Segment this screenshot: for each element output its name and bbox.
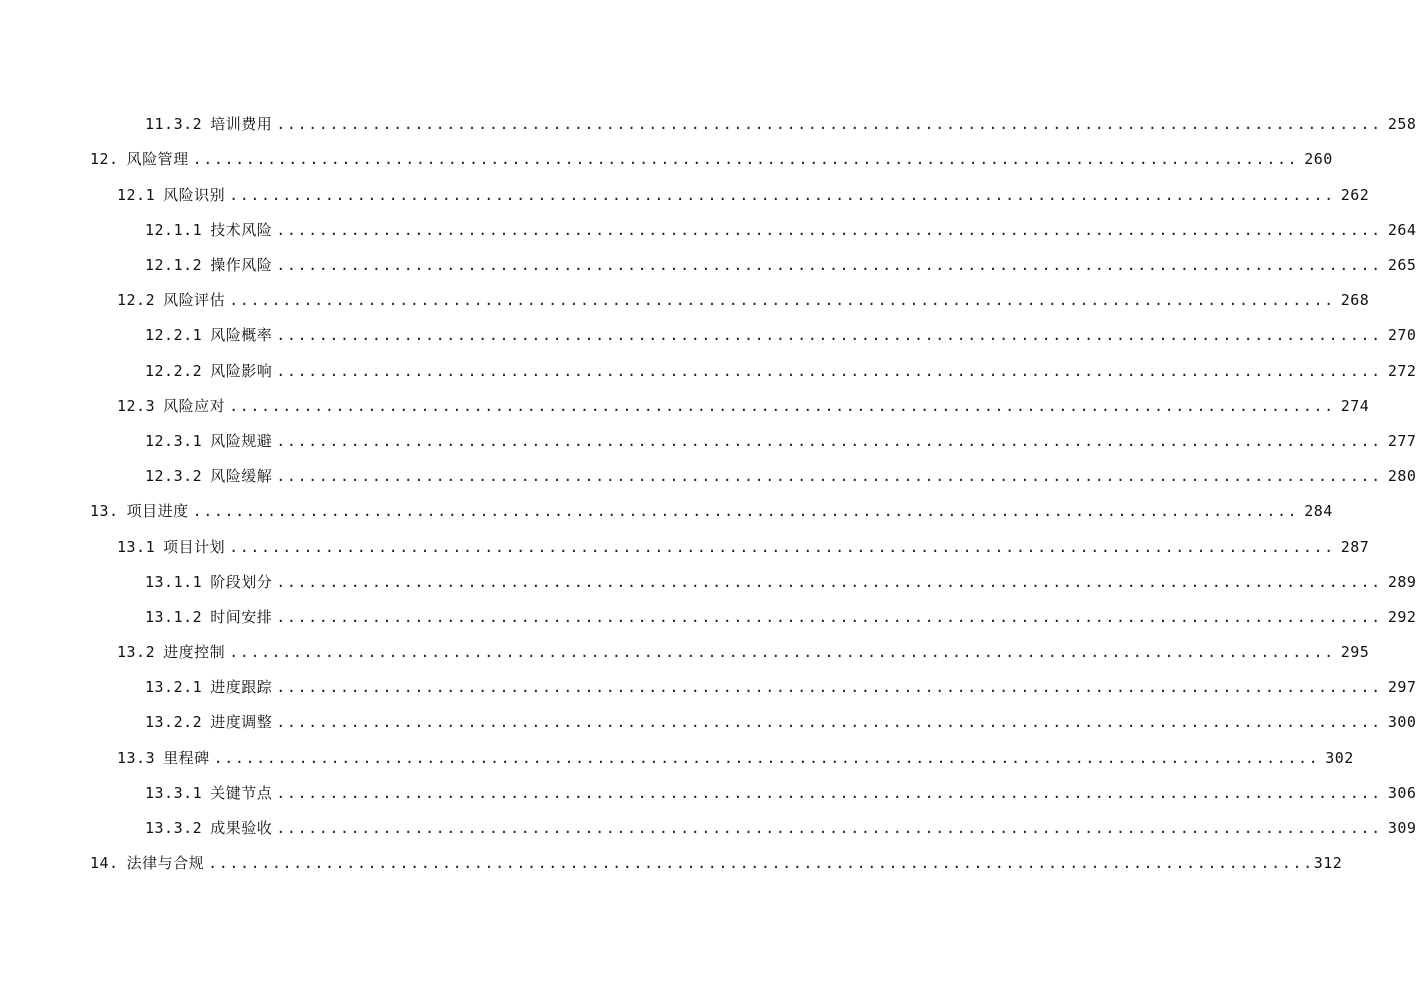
toc-entry-number: 11.3.2 xyxy=(145,115,203,133)
toc-entry-page: 262 xyxy=(1340,186,1370,204)
toc-entry-page: 297 xyxy=(1387,678,1416,696)
toc-leader-dots: ........................................................................................................ xyxy=(229,538,1335,556)
toc-entry-page: 268 xyxy=(1340,291,1370,309)
toc-entry-title: 关键节点 xyxy=(210,784,273,802)
toc-leader-dots: ........................................................................................................ xyxy=(229,186,1335,204)
toc-entry-number: 12.2 xyxy=(117,291,156,309)
toc-entry-page: 306 xyxy=(1387,784,1416,802)
toc-entry-12-2-2[interactable] xyxy=(145,359,1416,383)
toc-leader-dots: ........................................................................................................ xyxy=(276,221,1382,239)
toc-entry-title: 风险应对 xyxy=(163,397,226,415)
toc-leader-dots: ........................................................................................................ xyxy=(276,608,1382,626)
toc-entry-number: 13.1.1 xyxy=(145,573,203,591)
toc-leader-dots: ........................................................................................................ xyxy=(276,678,1382,696)
toc-entry-title: 时间安排 xyxy=(210,608,273,626)
toc-leader-dots: ........................................................................................................ xyxy=(213,749,1320,767)
toc-entry-page: 260 xyxy=(1304,150,1333,168)
toc-entry-page: 300 xyxy=(1387,713,1416,731)
toc-entry-title: 风险评估 xyxy=(163,291,226,309)
toc-entry-13-3-1[interactable] xyxy=(145,781,1416,805)
toc-entry-title: 进度跟踪 xyxy=(210,678,273,696)
toc-entry-title: 风险规避 xyxy=(210,432,273,450)
toc-leader-dots: ........................................................................................................ xyxy=(229,397,1335,415)
toc-entry-page: 280 xyxy=(1387,467,1416,485)
toc-leader-dots: ........................................................................................................ xyxy=(276,432,1382,450)
toc-entry-page: 309 xyxy=(1387,819,1416,837)
toc-entry-number: 13.2.1 xyxy=(145,678,203,696)
toc-entry-number: 13.3.1 xyxy=(145,784,203,802)
toc-leader-dots: ........................................................................................................ xyxy=(208,854,1314,872)
toc-entry-13-3[interactable] xyxy=(117,746,1354,770)
toc-entry-number: 12.3.2 xyxy=(145,467,203,485)
toc-entry-12-2[interactable] xyxy=(117,288,1370,312)
toc-entry-12-1-1[interactable] xyxy=(145,218,1416,242)
toc-entry-title: 进度调整 xyxy=(210,713,273,731)
toc-entry-12-3[interactable] xyxy=(117,394,1370,418)
toc-leader-dots: ........................................................................................................ xyxy=(276,256,1382,274)
toc-entry-number: 12. xyxy=(90,150,119,168)
toc-leader-dots: ........................................................................................................ xyxy=(276,115,1382,133)
toc-entry-number: 13. xyxy=(90,502,119,520)
toc-entry-number: 12.3.1 xyxy=(145,432,203,450)
toc-entry-title: 项目进度 xyxy=(126,502,189,520)
toc-entry-title: 风险概率 xyxy=(210,326,273,344)
toc-entry-14[interactable] xyxy=(90,851,1343,875)
toc-entry-title: 风险影响 xyxy=(210,362,273,380)
toc-entry-title: 进度控制 xyxy=(163,643,226,661)
toc-entry-number: 12.2.1 xyxy=(145,326,203,344)
toc-leader-dots: ........................................................................................................ xyxy=(192,502,1299,520)
toc-entry-13[interactable] xyxy=(90,499,1333,523)
toc-entry-page: 302 xyxy=(1325,749,1354,767)
toc-entry-13-2-2[interactable] xyxy=(145,710,1416,734)
toc-entry-page: 258 xyxy=(1387,115,1416,133)
toc-entry-12[interactable] xyxy=(90,147,1333,171)
toc-entry-12-1[interactable] xyxy=(117,183,1370,207)
toc-entry-number: 12.1.2 xyxy=(145,256,203,274)
toc-leader-dots: ........................................................................................................ xyxy=(276,573,1382,591)
toc-entry-page: 264 xyxy=(1387,221,1416,239)
toc-leader-dots: ........................................................................................................ xyxy=(276,326,1382,344)
toc-leader-dots: ........................................................................................................ xyxy=(276,784,1382,802)
toc-entry-13-1[interactable] xyxy=(117,535,1370,559)
toc-entry-number: 12.2.2 xyxy=(145,362,203,380)
toc-entry-number: 13.3 xyxy=(117,749,156,767)
toc-entry-page: 295 xyxy=(1340,643,1370,661)
toc-entry-number: 12.1 xyxy=(117,186,156,204)
toc-leader-dots: ........................................................................................................ xyxy=(276,819,1382,837)
toc-entry-title: 培训费用 xyxy=(210,115,273,133)
toc-entry-page: 270 xyxy=(1387,326,1416,344)
toc-entry-title: 成果验收 xyxy=(210,819,273,837)
toc-entry-12-2-1[interactable] xyxy=(145,323,1416,347)
toc-entry-page: 272 xyxy=(1387,362,1416,380)
toc-entry-title: 操作风险 xyxy=(210,256,273,274)
toc-entry-11-3-2[interactable] xyxy=(145,112,1416,136)
toc-entry-12-1-2[interactable] xyxy=(145,253,1416,277)
toc-entry-number: 12.1.1 xyxy=(145,221,203,239)
toc-leader-dots: ........................................................................................................ xyxy=(192,150,1299,168)
toc-entry-page: 284 xyxy=(1304,502,1333,520)
toc-entry-13-1-1[interactable] xyxy=(145,570,1416,594)
toc-entry-page: 289 xyxy=(1387,573,1416,591)
toc-leader-dots: ........................................................................................................ xyxy=(229,291,1335,309)
toc-entry-13-2[interactable] xyxy=(117,640,1370,664)
toc-entry-page: 274 xyxy=(1340,397,1370,415)
toc-entry-13-3-2[interactable] xyxy=(145,816,1416,840)
toc-entry-title: 技术风险 xyxy=(210,221,273,239)
toc-entry-title: 风险管理 xyxy=(126,150,189,168)
toc-entry-page: 287 xyxy=(1340,538,1370,556)
toc-entry-page: 265 xyxy=(1387,256,1416,274)
toc-entry-page: 312 xyxy=(1313,854,1343,872)
toc-entry-number: 12.3 xyxy=(117,397,156,415)
toc-entry-number: 13.3.2 xyxy=(145,819,203,837)
toc-entry-number: 13.2 xyxy=(117,643,156,661)
toc-entry-13-2-1[interactable] xyxy=(145,675,1416,699)
toc-entry-title: 法律与合规 xyxy=(126,854,205,872)
toc-leader-dots: ........................................................................................................ xyxy=(276,362,1382,380)
toc-entry-12-3-1[interactable] xyxy=(145,429,1416,453)
toc-entry-number: 13.1 xyxy=(117,538,156,556)
toc-entry-title: 阶段划分 xyxy=(210,573,273,591)
toc-entry-13-1-2[interactable] xyxy=(145,605,1416,629)
toc-entry-number: 13.2.2 xyxy=(145,713,203,731)
toc-entry-number: 14. xyxy=(90,854,119,872)
toc-entry-number: 13.1.2 xyxy=(145,608,203,626)
toc-entry-12-3-2[interactable] xyxy=(145,464,1416,488)
toc-entry-page: 292 xyxy=(1387,608,1416,626)
toc-entry-title: 风险缓解 xyxy=(210,467,273,485)
toc-leader-dots: ........................................................................................................ xyxy=(276,713,1382,731)
toc-entry-title: 里程碑 xyxy=(163,749,210,767)
toc-entry-title: 项目计划 xyxy=(163,538,226,556)
toc-entry-page: 277 xyxy=(1387,432,1416,450)
toc-leader-dots: ........................................................................................................ xyxy=(229,643,1335,661)
toc-entry-title: 风险识别 xyxy=(163,186,226,204)
toc-leader-dots: ........................................................................................................ xyxy=(276,467,1382,485)
